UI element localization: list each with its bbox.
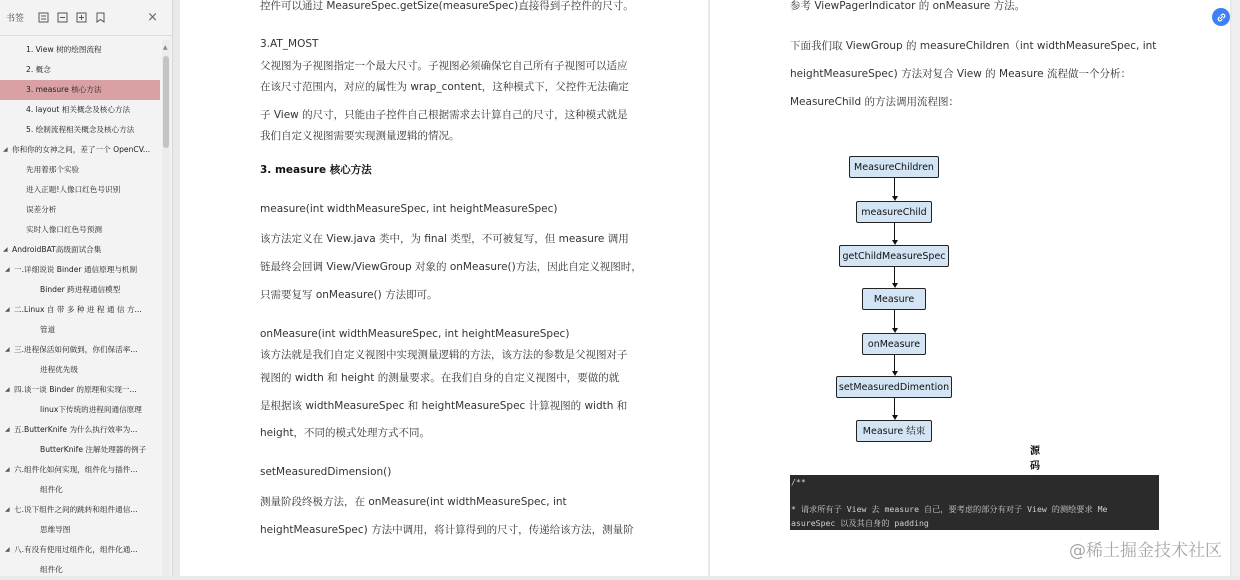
- expand-triangle-icon[interactable]: ◢: [5, 266, 10, 273]
- code-line: * 请求所有子 View 去 measure 自己，要考虑的部分有对子 View 的测绘要求 Me: [791, 504, 1108, 514]
- bookmark-label: 实时人像口红色号预测: [26, 225, 102, 234]
- text-line: 是根据该 widthMeasureSpec 和 heightMeasureSpec 计算视图的 width 和: [260, 400, 628, 412]
- bookmark-label: 组件化: [40, 565, 63, 574]
- expand-triangle-icon[interactable]: ◢: [5, 346, 10, 353]
- bookmark-panel-title: 书签: [6, 14, 25, 24]
- bookmark-item[interactable]: [0, 320, 160, 340]
- bookmark-label: 2. 概念: [26, 65, 51, 74]
- bookmark-item[interactable]: [0, 540, 160, 560]
- bookmark-item[interactable]: [0, 200, 160, 220]
- flowchart-node: setMeasuredDimention: [836, 376, 952, 398]
- bookmark-panel: [0, 0, 173, 576]
- expand-triangle-icon[interactable]: ◢: [5, 546, 10, 553]
- bookmark-item[interactable]: [0, 520, 160, 540]
- figure-caption: 源码: [1030, 446, 1040, 472]
- text-line: 只需要复写 onMeasure() 方法即可。: [260, 289, 438, 301]
- text-line: heightMeasureSpec) 方法对复合 View 的 Measure 流程做一个分析：: [790, 68, 1131, 80]
- flowchart-node: measureChild: [856, 201, 932, 223]
- bookmark-item[interactable]: [0, 80, 160, 100]
- bookmark-label: 八.有没有使用过组件化，组件化通...: [14, 545, 138, 554]
- link-icon: [1216, 12, 1227, 23]
- text-line: 测量阶段终极方法，在 onMeasure(int widthMeasureSpec, int: [260, 496, 567, 508]
- bookmark-label: 误差分析: [26, 205, 57, 214]
- bookmark-label: 组件化: [40, 485, 63, 494]
- bookmark-label: 1. View 树的绘图流程: [26, 45, 102, 54]
- text-line: setMeasuredDimension(): [260, 466, 392, 478]
- flowchart-arrow: [894, 310, 895, 329]
- text-line: height，不同的模式处理方式不同。: [260, 427, 430, 439]
- expand-triangle-icon[interactable]: ◢: [5, 466, 10, 473]
- close-icon[interactable]: ×: [147, 10, 158, 25]
- bookmark-label: 五.ButterKnife 为什么执行效率为...: [14, 425, 138, 434]
- text-line: 该方法定义在 View.java 类中，为 final 类型，不可被复写，但 measure 调用: [260, 233, 629, 245]
- flowchart-node: Measure 结束: [856, 420, 932, 442]
- bookmark-item[interactable]: [0, 160, 160, 180]
- bookmark-scrollbar[interactable]: [162, 40, 170, 576]
- flowchart-node: getChildMeasureSpec: [839, 245, 949, 267]
- bookmark-label: AndroidBAT高级面试合集: [12, 245, 102, 254]
- bookmark-label: 三.进程保活如何做到，你们保活率...: [14, 345, 138, 354]
- text-line: 在该尺寸范围内，对应的属性为 wrap_content，这种模式下，父控件无法确定: [260, 81, 629, 93]
- bookmark-label: 4. layout 相关概念及核心方法: [26, 105, 131, 114]
- bookmark-label: Binder 跨进程通信模型: [40, 285, 121, 294]
- expand-all-icon[interactable]: [36, 11, 50, 25]
- bookmark-item[interactable]: [0, 260, 160, 280]
- bookmark-item[interactable]: [0, 180, 160, 200]
- code-line: /**: [791, 477, 806, 487]
- bookmark-scrollbar-thumb[interactable]: [163, 56, 169, 148]
- bookmark-panel-header: [0, 0, 172, 36]
- bookmark-item[interactable]: [0, 500, 160, 520]
- bookmark-label: 七.说下组件之间的跳转和组件通信...: [14, 505, 138, 514]
- flowchart-node: Measure: [862, 288, 926, 310]
- text-line: 链最终会回调 View/ViewGroup 对象的 onMeasure()方法，因此自定义视图时，: [260, 261, 642, 273]
- bookmark-item[interactable]: [0, 480, 160, 500]
- text-line: 控件可以通过 MeasureSpec.getSize(measureSpec)直接得到子控件的尺寸。: [260, 0, 634, 12]
- flowchart-arrow: [894, 267, 895, 284]
- floating-action-button[interactable]: [1212, 8, 1230, 26]
- bookmark-item[interactable]: [0, 440, 160, 460]
- bookmark-item[interactable]: [0, 340, 160, 360]
- text-line: heightMeasureSpec) 方法中调用，将计算得到的尺寸，传递给该方法，测量阶: [260, 524, 634, 536]
- scroll-up-icon[interactable]: ▲: [163, 44, 168, 51]
- bookmark-label: 先用着那个实验: [26, 165, 80, 174]
- text-line: 父视图为子视图指定一个最大尺寸。子视图必须确保它自己所有子视图可以适应: [260, 60, 628, 72]
- bookmark-item[interactable]: [0, 380, 160, 400]
- flowchart-arrow: [894, 223, 895, 241]
- bookmark-item[interactable]: [0, 360, 160, 380]
- text-line: 该方法就是我们自定义视图中实现测量逻辑的方法，该方法的参数是父视图对子: [260, 349, 628, 361]
- bookmark-item[interactable]: [0, 300, 160, 320]
- bookmark-item[interactable]: [0, 280, 160, 300]
- bookmark-icon[interactable]: [93, 11, 107, 25]
- bookmark-item[interactable]: [0, 240, 160, 260]
- bookmark-label: ButterKnife 注解处理器的例子: [40, 445, 147, 454]
- section-heading: 3. measure 核心方法: [260, 164, 372, 176]
- flowchart-arrow: [894, 355, 895, 372]
- bookmark-label: 一.详细说说 Binder 通信原理与机制: [14, 265, 138, 274]
- bookmark-item[interactable]: [0, 40, 160, 60]
- bookmark-item[interactable]: [0, 400, 160, 420]
- document-page-left: [180, 0, 708, 576]
- flowchart-node: MeasureChildren: [849, 156, 939, 178]
- bookmark-label: linux下传统的进程间通信原理: [40, 405, 142, 414]
- bookmark-label: 二.Linux 自 带 多 种 进 程 通 信 方...: [14, 305, 142, 314]
- bookmark-item[interactable]: [0, 560, 160, 580]
- bookmark-label: 你和你的女神之间，差了一个 OpenCV...: [12, 145, 151, 154]
- flowchart-arrow: [894, 398, 895, 416]
- text-line: 3.AT_MOST: [260, 38, 319, 50]
- bookmark-label: 管道: [40, 325, 56, 334]
- document-scrollbar[interactable]: [1232, 0, 1240, 576]
- text-line: 视图的 width 和 height 的测量要求。在我们自身的自定义视图中，要做的就: [260, 372, 620, 384]
- code-block: [790, 475, 1159, 530]
- bookmark-item[interactable]: [0, 100, 160, 120]
- expand-triangle-icon[interactable]: ◢: [5, 506, 10, 513]
- flowchart-node: onMeasure: [862, 333, 926, 355]
- expand-triangle-icon[interactable]: ◢: [5, 426, 10, 433]
- bookmark-list: [0, 40, 160, 580]
- flowchart-arrow: [894, 178, 895, 197]
- bookmark-label: 思维导图: [40, 525, 71, 534]
- bookmark-label: 六.组件化如何实现，组件化与插件...: [14, 465, 138, 474]
- bookmark-label: 5. 绘制流程相关概念及核心方法: [26, 125, 135, 134]
- text-line: 子 View 的尺寸，只能由子控件自己根据需求去计算自己的尺寸，这种模式就是: [260, 109, 628, 121]
- bookmark-label: 四.谈一谈 Binder 的原理和实现一...: [14, 385, 137, 394]
- expand-triangle-icon[interactable]: ◢: [5, 386, 10, 393]
- text-line: onMeasure(int widthMeasureSpec, int heightMeasureSpec): [260, 328, 570, 340]
- bookmark-item[interactable]: [0, 140, 160, 160]
- bookmark-item[interactable]: [0, 420, 160, 440]
- bookmark-item[interactable]: [0, 120, 160, 140]
- text-line: measure(int widthMeasureSpec, int heightMeasureSpec): [260, 203, 558, 215]
- bookmark-item[interactable]: [0, 220, 160, 240]
- code-line: asureSpec 以及其自身的 padding: [791, 518, 929, 528]
- collapse-all-icon[interactable]: [55, 11, 69, 25]
- add-bookmark-icon[interactable]: [74, 11, 88, 25]
- text-line: 下面我们取 ViewGroup 的 measureChildren（int widthMeasureSpec, int: [790, 40, 1157, 52]
- bookmark-label: 进入正题!人像口红色号识别: [26, 185, 121, 194]
- bookmark-item[interactable]: [0, 460, 160, 480]
- text-line: MeasureChild 的方法调用流程图：: [790, 96, 959, 108]
- text-line: 我们自定义视图需要实现测量逻辑的情况。: [260, 130, 460, 142]
- bookmark-label: 3. measure 核心方法: [26, 85, 102, 94]
- expand-triangle-icon[interactable]: ◢: [3, 146, 8, 153]
- bookmark-item[interactable]: [0, 60, 160, 80]
- watermark: @稀土掘金技术社区: [1069, 541, 1222, 561]
- bookmark-label: 进程优先级: [40, 365, 78, 374]
- expand-triangle-icon[interactable]: ◢: [3, 246, 8, 253]
- text-line: 参考 ViewPagerIndicator 的 onMeasure 方法。: [790, 0, 1026, 12]
- expand-triangle-icon[interactable]: ◢: [5, 306, 10, 313]
